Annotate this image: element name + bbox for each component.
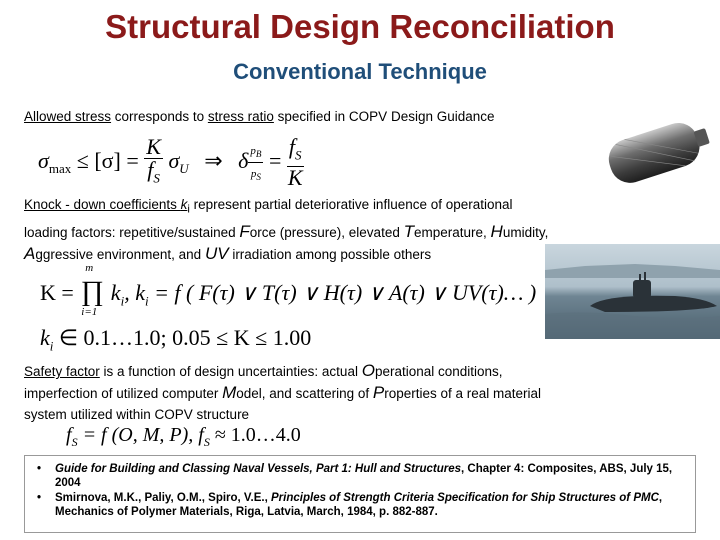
ref2-rest: , Mechanics of Polymer Materials, Riga, Latvia, March, 1984, p. 882-887. xyxy=(55,492,663,518)
p3-line2c: roperties of a real material xyxy=(384,386,542,401)
f2-line2b: ∈ 0.1…1.0; 0.05 ≤ K ≤ 1.00 xyxy=(53,325,312,351)
p2-line2b: orce (pressure), elevated xyxy=(249,224,404,240)
product-symbol: ∏ m i=1 xyxy=(80,262,104,318)
safety-factor-term: Safety factor xyxy=(24,364,100,379)
safety-factor-paragraph xyxy=(24,360,541,425)
p2-line2d: umidity, xyxy=(502,224,549,240)
ref1-rest: , Chapter 4: Composites, ABS, July 15, 2004 xyxy=(55,463,673,489)
f1-s: S xyxy=(153,170,160,186)
ki-sub: i xyxy=(187,203,190,216)
f1-u: U xyxy=(179,161,189,177)
prod-bot: i=1 xyxy=(81,306,98,318)
p2-T: T xyxy=(403,221,414,241)
f1-delta: δ xyxy=(238,147,249,173)
stress-ratio-term: stress ratio xyxy=(207,109,274,124)
p3-text-1: is a function of design uncertainties: actual xyxy=(99,364,362,379)
page-title: Structural Design Reconciliation xyxy=(105,8,615,45)
p2-text-1: represent partial deteriorative influence of operational xyxy=(189,197,513,212)
f3-rest2: ≈ 1.0…4.0 xyxy=(209,424,301,446)
references-box xyxy=(24,455,696,533)
allowed-stress-term: Allowed stress xyxy=(24,109,112,124)
p3-text-2: perational conditions, xyxy=(374,364,503,379)
knockdown-formula: K = ∏ m i=1 $k_i$, $k_i = f$ ( F(τ) ∨ T(τ) ∨ H(τ) ∨ A(τ) ∨ UV(τ)… ) $k_i$ ∈ 0.1…1.0; 0.05 ≤ K ≤ 1.00 xyxy=(40,262,537,354)
f1-max: max xyxy=(48,161,72,177)
p3-M: M xyxy=(222,383,237,402)
reference-item xyxy=(25,491,695,519)
f1-frac-k-fs xyxy=(144,136,163,189)
f1-frac-pb-ps xyxy=(248,140,263,185)
p2-F: F xyxy=(239,221,250,241)
allowed-stress-paragraph xyxy=(24,106,495,127)
f1-fs: f xyxy=(147,157,154,182)
p3-line2a: imperfection of utilized computer xyxy=(24,386,223,401)
f1-pb: p xyxy=(250,145,256,158)
p2-line2c: emperature, xyxy=(413,224,491,240)
ki-symbol: k xyxy=(180,197,188,212)
f2-line1b: , k xyxy=(124,280,145,305)
p3-P: P xyxy=(372,383,385,402)
p2-A: A xyxy=(24,243,36,263)
p3-line3: system utilized within COPV structure xyxy=(24,407,250,422)
f1-k: K xyxy=(146,134,161,159)
knockdown-paragraph xyxy=(24,194,548,265)
ref2-title: Principles of Strength Criteria Specification for Ship Structures of PMC xyxy=(271,492,659,504)
f3-s: S xyxy=(71,435,78,449)
allowed-stress-formula: $\sigma_{max} \le [\sigma]$ = $\frac{K}{f_S}$ $\sigma_U$ ⇒ δ $\frac{p_B}{p_S}$ = $\frac{f_S}{K}$ xyxy=(38,134,303,191)
safety-factor-formula xyxy=(66,424,301,450)
p2-line3a: ggressive environment, and xyxy=(35,246,205,262)
p3-O: O xyxy=(361,361,375,380)
p2-line3b: irradiation among possible others xyxy=(228,246,432,262)
p2-UV: UV xyxy=(204,243,229,263)
f1-sigma: σ xyxy=(38,147,49,173)
f3-s2: S xyxy=(203,435,210,449)
ref1-title: Guide for Building and Classing Naval Vessels, Part 1: Hull and Structures xyxy=(55,463,462,475)
copv-tank-image xyxy=(600,102,715,202)
f1-ps: p xyxy=(250,168,257,181)
knockdown-term: Knock - down coefficients xyxy=(24,197,181,212)
p2-line2a: loading factors: repetitive/sustained xyxy=(24,224,240,240)
p1-text-1: corresponds to xyxy=(111,109,208,124)
f2-line1c: = f ( F(τ) ∨ T(τ) ∨ H(τ) ∨ A(τ) ∨ UV(τ)… ) xyxy=(148,280,537,305)
submarine-image xyxy=(545,244,720,339)
f1-b: B xyxy=(255,149,262,160)
p3-line2b: odel, and scattering of xyxy=(236,386,373,401)
f1-frac-fs-k xyxy=(287,136,304,189)
ref2-authors: Smirnova, M.K., Paliy, O.M., Spiro, V.E., xyxy=(55,492,272,504)
f1-k-2: K xyxy=(287,165,303,191)
f1-fs-2: f xyxy=(288,134,295,159)
p2-H: H xyxy=(490,221,503,241)
f1-le: ≤ [σ] = xyxy=(76,147,139,173)
page-subtitle: Conventional Technique xyxy=(233,59,487,84)
f2-line2: k xyxy=(40,325,50,351)
reference-item xyxy=(25,462,695,490)
bullet-icon: • xyxy=(37,463,42,475)
p1-text-2: specified in COPV Design Guidance xyxy=(273,109,495,124)
f1-implies: ⇒ xyxy=(204,147,223,173)
f1-s-2: S xyxy=(295,147,302,163)
bullet-icon: • xyxy=(37,492,42,504)
f1-s2: S xyxy=(256,172,261,183)
f1-sigma-u: σ xyxy=(168,147,180,173)
prod-top: m xyxy=(85,262,94,274)
f3-f: f xyxy=(66,424,72,446)
f3-rest: = f (O, M, P), f xyxy=(77,424,204,446)
